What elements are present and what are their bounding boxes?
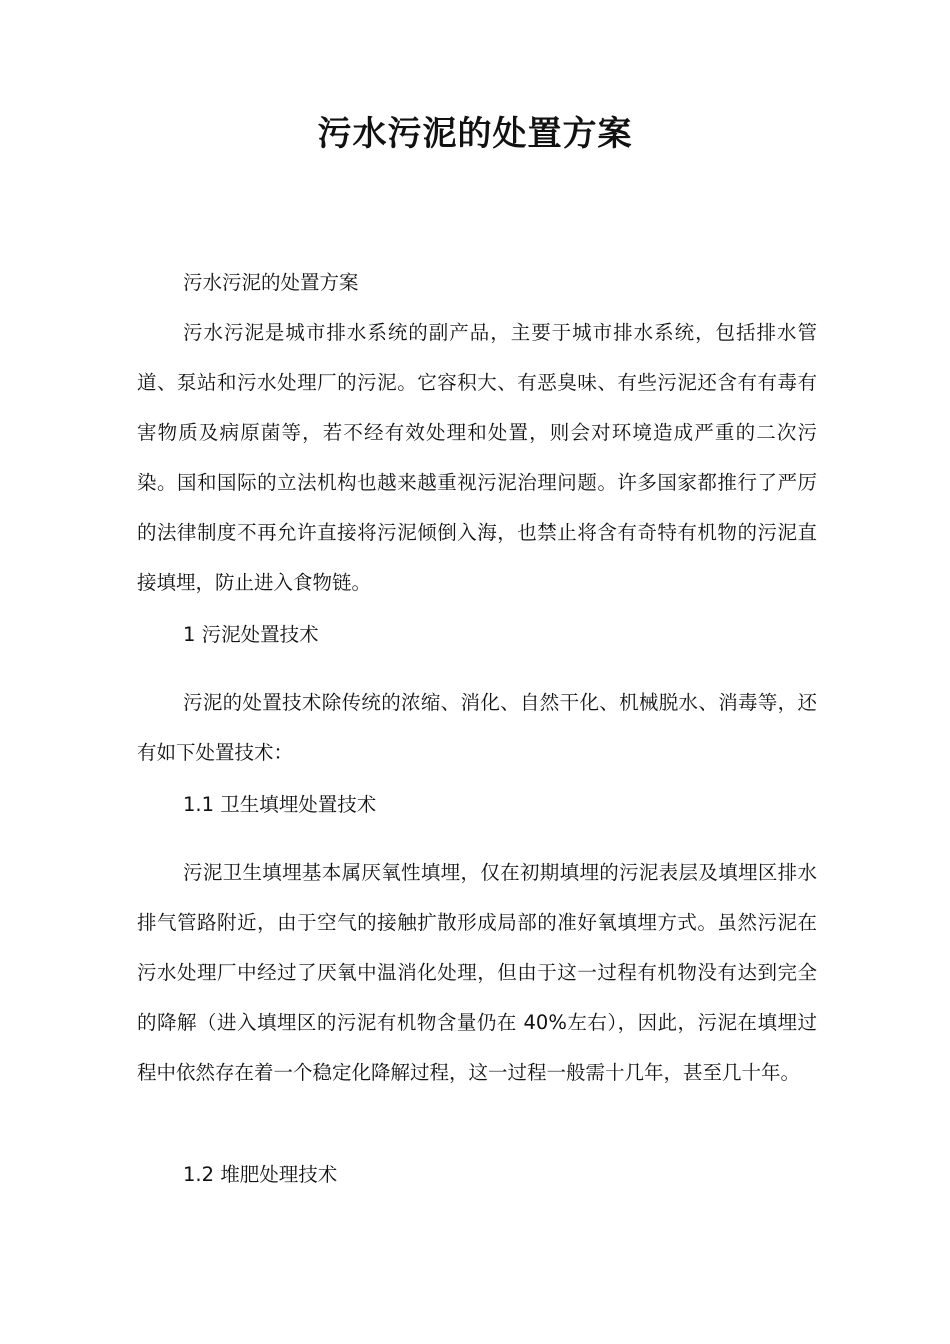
paragraph-intro: 污水污泥是城市排水系统的副产品，主要于城市排水系统，包括排水管道、泵站和污水处理厂的污泥。它容积大、有恶臭味、有些污泥还含有有毒有害物质及病原菌等，若不经有效处理和处置，则会对环境造成严重的二次污染。国和国际的立法机构也越来越重视污泥治理问题。许多国家都推行了严厉的法律制度不再允许直接将污泥倾倒入海，也禁止将含有奇特有机物的污泥直接填埋，防止进入食物链。 bbox=[137, 321, 817, 594]
section-1-2-heading: 1.2 堆肥处理技术 bbox=[183, 1163, 338, 1186]
section-1-heading: 1 污泥处置技术 bbox=[183, 623, 319, 646]
document-title: 污水污泥的处置方案 bbox=[317, 114, 633, 154]
section-1-paragraph: 污泥的处置技术除传统的浓缩、消化、自然干化、机械脱水、消毒等，还有如下处置技术： bbox=[137, 691, 817, 764]
section-1-1-heading: 1.1 卫生填埋处置技术 bbox=[183, 793, 377, 816]
document-subtitle: 污水污泥的处置方案 bbox=[183, 271, 359, 294]
section-1-1-paragraph: 污泥卫生填埋基本属厌氧性填埋，仅在初期填埋的污泥表层及填埋区排水排气管路附近，由于空气的接触扩散形成局部的准好氧填埋方式。虽然污泥在污水处理厂中经过了厌氧中温消化处理，但由于这一过程有机物没有达到完全的降解（进入填埋区的污泥有机物含量仍在 40%左右），因此，污泥在填埋过程中依然存在着一个稳定化降解过程，这一过程一般需十几年，甚至几十年。 bbox=[137, 861, 817, 1084]
